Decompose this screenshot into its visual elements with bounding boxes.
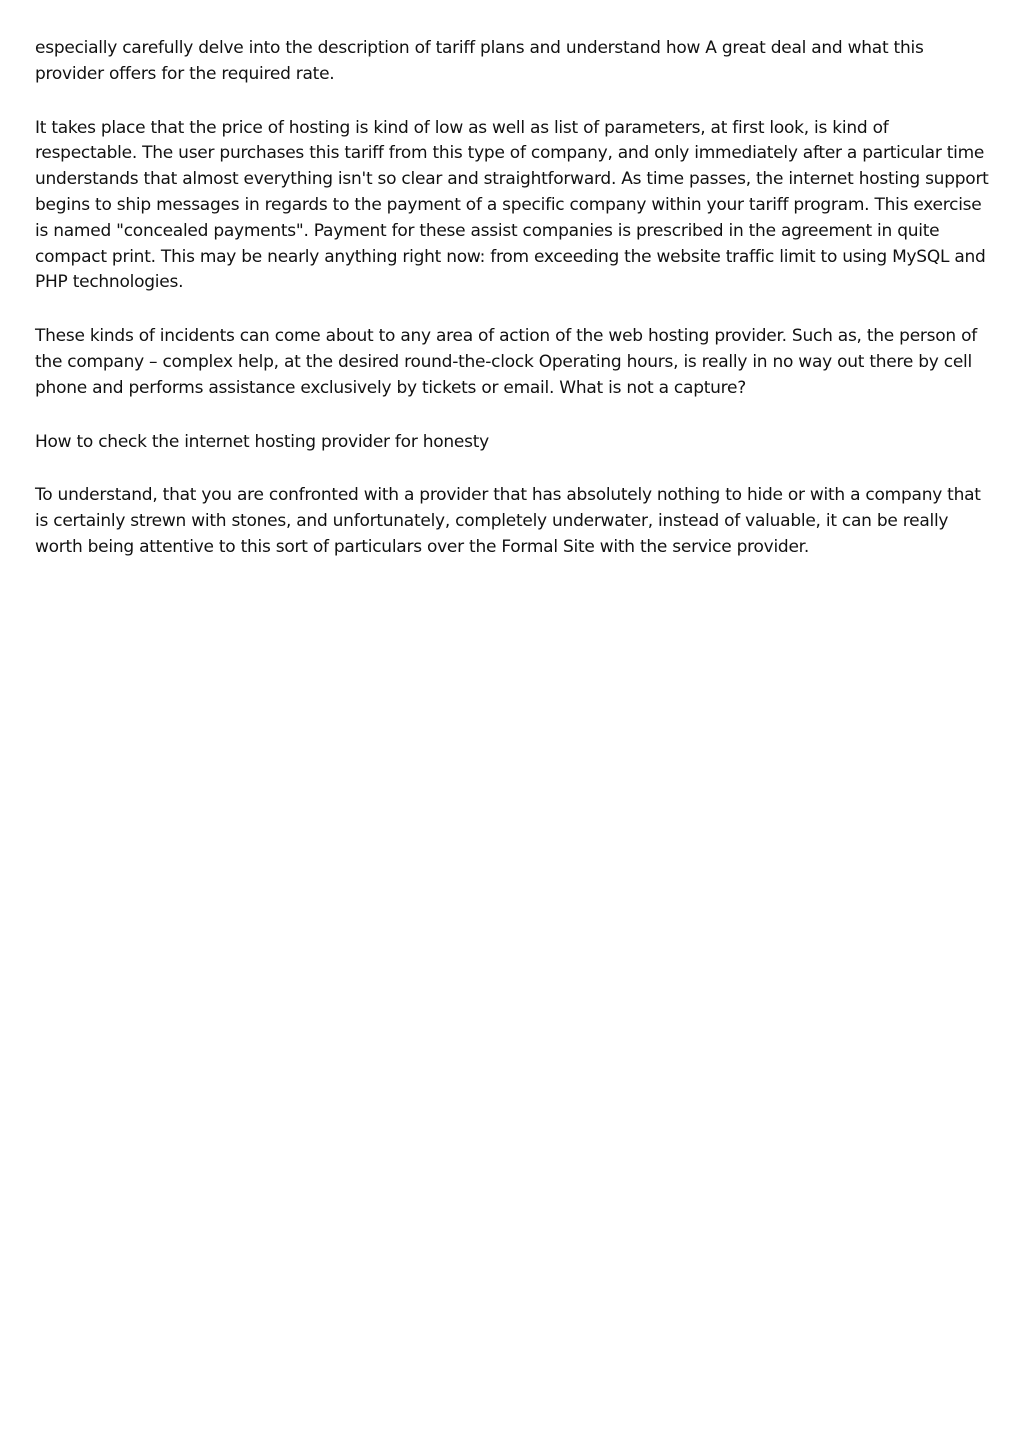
paragraph-support-incidents: These kinds of incidents can come about to any area of action of the web hosting provider. Such as, the person of the company – complex help, at the desired round-the-clock Operating hours, is really in no way out there by cell phone and performs assistance exclusively by tickets or email. What is not a capture?: [35, 326, 977, 398]
paragraph-provider-evaluation: To understand, that you are confronted with a provider that has absolutely nothing to hide or with a company that is certainly strewn with stones, and unfortunately, completely underwater, instead of valuable, it can be really worth being attentive to this sort of particulars over the Formal Site with the service provider.: [35, 485, 981, 557]
paragraph-hidden-payments: It takes place that the price of hosting is kind of low as well as list of parameters, at first look, is kind of respectable. The user purchases this tariff from this type of company, and only immediately after a particular time understands that almost everything isn't so clear and straightforward. As time passes, the internet hosting support begins to ship messages in regards to the payment of a specific company within your tariff program. This exercise is named "concealed payments". Payment for these assist companies is prescribed in the agreement in quite compact print. This may be nearly anything right now: from exceeding the website traffic limit to using MySQL and PHP technologies.: [35, 117, 989, 293]
document-body: [35, 36, 995, 561]
section-heading-honesty-check: How to check the internet hosting provider for honesty: [35, 431, 489, 452]
paragraph-tariff-plans: especially carefully delve into the description of tariff plans and understand how A great deal and what this provider offers for the required rate.: [35, 38, 924, 84]
